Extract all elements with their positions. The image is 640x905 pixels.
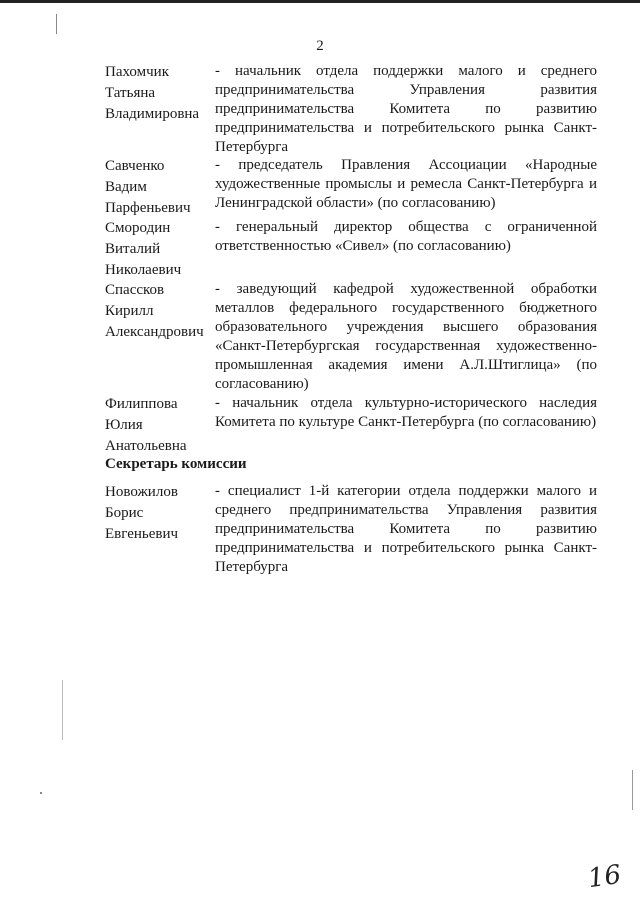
handwritten-sheet-number: 16 [586, 859, 624, 895]
secretary-name [105, 482, 210, 545]
scan-top-edge [0, 0, 640, 3]
first-name: Виталий [105, 241, 161, 257]
first-name: Татьяна [105, 85, 156, 101]
surname: Смородин [105, 220, 171, 236]
member-name [105, 394, 210, 457]
first-name: Юлия [105, 417, 143, 433]
member-name [105, 280, 210, 343]
first-name: Кирилл [105, 303, 154, 319]
surname: Пахомчик [105, 64, 169, 80]
scan-artifact [56, 14, 57, 34]
surname: Новожилов [105, 484, 178, 500]
member-position: - заведующий кафедрой художественной обработки металлов федерального государственного бюджетного образовательного учреждения высшего образования «Санкт-Петербургская государственная художественно-промышленная академия имени А.Л.Штиглица» (по согласованию) [215, 281, 597, 392]
scan-artifact [632, 770, 633, 810]
secretary-heading: Секретарь комиссии [105, 456, 247, 472]
scan-artifact [62, 680, 63, 740]
member-name [105, 62, 210, 125]
page-number: 2 [316, 38, 324, 54]
member-position: - генеральный директор общества с ограниченной ответственностью «Сивел» (по согласованию) [215, 219, 597, 254]
member-position: - начальник отдела поддержки малого и среднего предпринимательства Управления развития предпринимательства Комитета по развитию предпринимательства и потребительского рынка Санкт-Петербурга [215, 63, 597, 155]
patronymic: Николаевич [105, 262, 182, 278]
first-name: Борис [105, 505, 144, 521]
first-name: Вадим [105, 179, 147, 195]
scan-artifact [40, 792, 42, 794]
surname: Савченко [105, 158, 165, 174]
surname: Спассков [105, 282, 165, 298]
patronymic: Александрович [105, 324, 204, 340]
secretary-position: - специалист 1-й категории отдела поддержки малого и среднего предпринимательства Управления развития предпринимательства Комитета по развитию предпринимательства и потребительского рынка Санкт-Петербурга [215, 483, 597, 575]
patronymic: Владимировна [105, 106, 200, 122]
patronymic: Анатольевна [105, 438, 187, 454]
member-name [105, 156, 210, 219]
member-position: - председатель Правления Ассоциации «Народные художественные промыслы и ремесла Санкт-Петербурга и Ленинградской области» (по согласованию) [215, 157, 597, 211]
surname: Филиппова [105, 396, 178, 412]
patronymic: Парфеньевич [105, 200, 191, 216]
patronymic: Евгеньевич [105, 526, 179, 542]
member-position: - начальник отдела культурно-исторического наследия Комитета по культуре Санкт-Петербурга (по согласованию) [215, 395, 597, 430]
member-name [105, 218, 210, 281]
